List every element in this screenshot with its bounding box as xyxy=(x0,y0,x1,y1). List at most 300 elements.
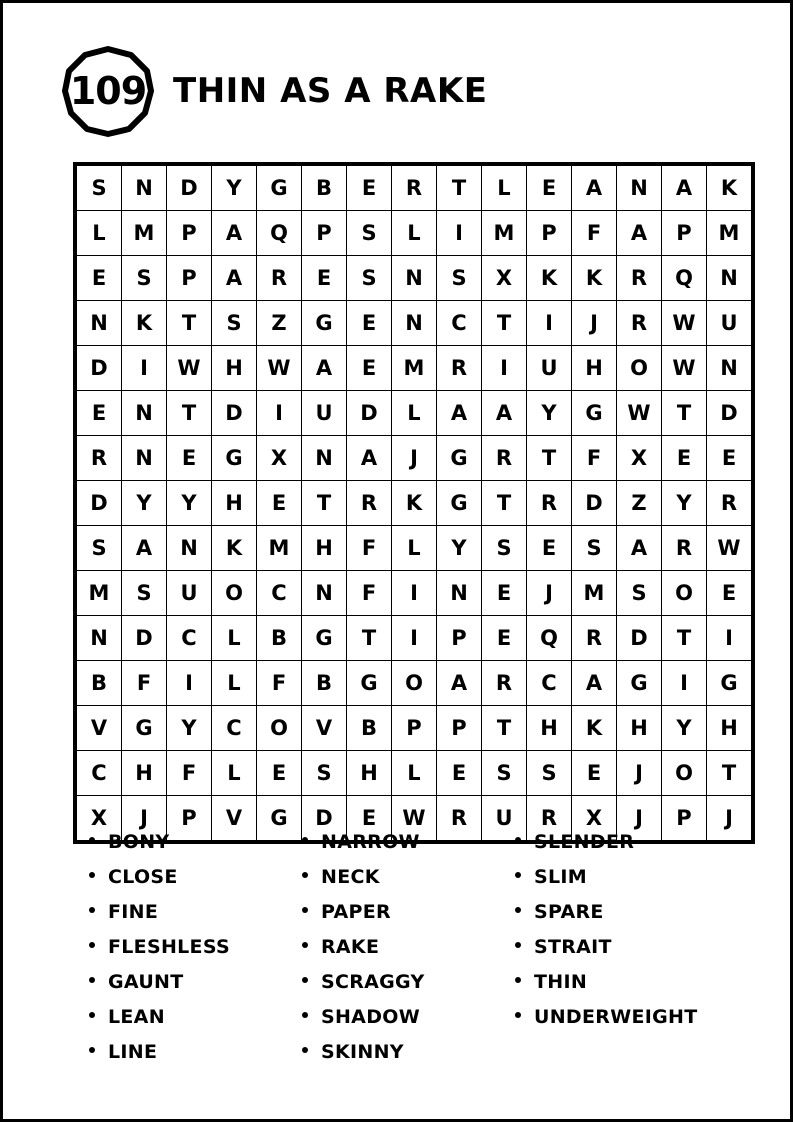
grid-cell[interactable]: Y xyxy=(527,391,572,436)
grid-cell[interactable]: R xyxy=(572,616,617,661)
grid-cell[interactable]: R xyxy=(707,481,752,526)
grid-cell[interactable]: O xyxy=(392,661,437,706)
word-search-grid[interactable] xyxy=(73,162,755,844)
bullet-icon xyxy=(89,942,95,948)
grid-cell[interactable]: N xyxy=(122,391,167,436)
word-label: SKINNY xyxy=(321,1041,404,1063)
grid-cell[interactable]: E xyxy=(77,256,122,301)
grid-cell[interactable]: J xyxy=(572,301,617,346)
grid-cell[interactable]: C xyxy=(167,616,212,661)
grid-cell[interactable]: E xyxy=(662,436,707,481)
grid-cell[interactable]: R xyxy=(617,301,662,346)
word-list-column-1 xyxy=(89,831,302,1076)
grid-cell[interactable]: F xyxy=(347,571,392,616)
grid-cell[interactable]: W xyxy=(707,526,752,571)
grid-cell[interactable]: H xyxy=(122,751,167,796)
grid-cell[interactable]: K xyxy=(527,256,572,301)
grid-row xyxy=(77,166,752,211)
grid-cell[interactable]: W xyxy=(257,346,302,391)
grid-cell[interactable]: H xyxy=(212,346,257,391)
grid-cell[interactable]: T xyxy=(707,751,752,796)
grid-cell[interactable]: E xyxy=(167,436,212,481)
grid-cell[interactable]: O xyxy=(617,346,662,391)
grid-cell[interactable]: N xyxy=(122,166,167,211)
grid-cell[interactable]: S xyxy=(572,526,617,571)
word-list-item[interactable] xyxy=(302,971,515,1006)
grid-cell[interactable]: A xyxy=(662,166,707,211)
word-label: NECK xyxy=(321,866,380,888)
grid-cell[interactable]: A xyxy=(212,256,257,301)
word-list-item[interactable] xyxy=(302,831,515,866)
grid-cell[interactable]: J xyxy=(122,796,167,841)
word-list-item[interactable] xyxy=(515,1006,728,1041)
grid-cell[interactable]: E xyxy=(347,301,392,346)
grid-cell[interactable]: P xyxy=(662,211,707,256)
grid-cell[interactable]: L xyxy=(212,616,257,661)
grid-cell[interactable]: V xyxy=(302,706,347,751)
grid-cell[interactable]: G xyxy=(572,391,617,436)
grid-cell[interactable]: L xyxy=(212,661,257,706)
word-list-item[interactable] xyxy=(89,831,302,866)
word-label: FLESHLESS xyxy=(108,936,230,958)
grid-cell[interactable]: L xyxy=(482,166,527,211)
bullet-icon xyxy=(515,1012,521,1018)
grid-cell[interactable]: T xyxy=(347,616,392,661)
grid-cell[interactable]: J xyxy=(707,796,752,841)
grid-cell[interactable]: W xyxy=(617,391,662,436)
word-label: FINE xyxy=(108,901,159,923)
grid-cell[interactable]: Y xyxy=(662,706,707,751)
grid-cell[interactable]: N xyxy=(77,616,122,661)
grid-cell[interactable]: R xyxy=(617,256,662,301)
grid-cell[interactable]: I xyxy=(437,211,482,256)
bullet-icon xyxy=(515,907,521,913)
word-list-item[interactable] xyxy=(515,866,728,901)
grid-cell[interactable]: K xyxy=(392,481,437,526)
grid-cell[interactable]: I xyxy=(527,301,572,346)
grid-cell[interactable]: E xyxy=(482,571,527,616)
grid-cell[interactable]: D xyxy=(167,166,212,211)
grid-cell[interactable]: D xyxy=(617,616,662,661)
grid-cell[interactable]: H xyxy=(572,346,617,391)
grid-cell[interactable]: I xyxy=(662,661,707,706)
grid-cell[interactable]: N xyxy=(392,256,437,301)
grid-cell[interactable]: K xyxy=(707,166,752,211)
word-list-item[interactable] xyxy=(515,831,728,866)
grid-cell[interactable]: W xyxy=(167,346,212,391)
grid-cell[interactable]: F xyxy=(122,661,167,706)
grid-cell[interactable]: G xyxy=(257,796,302,841)
grid-row xyxy=(77,256,752,301)
grid-cell[interactable]: P xyxy=(527,211,572,256)
grid-cell[interactable]: A xyxy=(347,436,392,481)
grid-cell[interactable]: S xyxy=(302,751,347,796)
grid-row xyxy=(77,751,752,796)
grid-cell[interactable]: I xyxy=(167,661,212,706)
grid-cell[interactable]: E xyxy=(347,166,392,211)
grid-cell[interactable]: H xyxy=(212,481,257,526)
grid-cell[interactable]: N xyxy=(77,301,122,346)
grid-cell[interactable]: L xyxy=(392,526,437,571)
grid-cell[interactable]: E xyxy=(527,526,572,571)
bullet-icon xyxy=(89,907,95,913)
grid-row xyxy=(77,571,752,616)
grid-cell[interactable]: T xyxy=(482,706,527,751)
grid-cell[interactable]: D xyxy=(77,346,122,391)
grid-cell[interactable]: A xyxy=(122,526,167,571)
grid-cell[interactable]: H xyxy=(707,706,752,751)
word-list-column-2 xyxy=(302,831,515,1076)
grid-cell[interactable]: R xyxy=(437,796,482,841)
word-list-item[interactable] xyxy=(89,1006,302,1041)
grid-cell[interactable]: K xyxy=(122,301,167,346)
grid-cell[interactable]: E xyxy=(302,256,347,301)
grid-cell[interactable]: L xyxy=(392,211,437,256)
grid-cell[interactable]: D xyxy=(302,796,347,841)
grid-row xyxy=(77,211,752,256)
grid-cell[interactable]: K xyxy=(212,526,257,571)
grid-cell[interactable]: T xyxy=(167,301,212,346)
grid-row xyxy=(77,526,752,571)
word-label: LEAN xyxy=(108,1006,165,1028)
grid-cell[interactable]: Y xyxy=(167,481,212,526)
word-label: PAPER xyxy=(321,901,391,923)
grid-cell[interactable]: S xyxy=(347,211,392,256)
bullet-icon xyxy=(515,942,521,948)
grid-cell[interactable]: G xyxy=(707,661,752,706)
grid-cell[interactable]: M xyxy=(122,211,167,256)
grid-cell[interactable]: R xyxy=(347,481,392,526)
grid-cell[interactable]: P xyxy=(392,706,437,751)
word-label: SCRAGGY xyxy=(321,971,425,993)
grid-cell[interactable]: F xyxy=(347,526,392,571)
grid-cell[interactable]: H xyxy=(527,706,572,751)
grid-cell[interactable]: W xyxy=(392,796,437,841)
grid-cell[interactable]: H xyxy=(617,706,662,751)
grid-cell[interactable]: G xyxy=(617,661,662,706)
word-label: CLOSE xyxy=(108,866,178,888)
grid-cell[interactable]: N xyxy=(437,571,482,616)
grid-cell[interactable]: M xyxy=(77,571,122,616)
grid-cell[interactable]: I xyxy=(707,616,752,661)
grid-cell[interactable]: M xyxy=(392,346,437,391)
grid-cell[interactable]: J xyxy=(617,796,662,841)
grid-cell[interactable]: F xyxy=(572,436,617,481)
word-label: SLIM xyxy=(534,866,587,888)
grid-cell[interactable]: E xyxy=(257,751,302,796)
grid-cell[interactable]: R xyxy=(77,436,122,481)
grid-cell[interactable]: E xyxy=(77,391,122,436)
grid-cell[interactable]: G xyxy=(347,661,392,706)
grid-cell[interactable]: A xyxy=(482,391,527,436)
grid-cell[interactable]: P xyxy=(437,706,482,751)
bullet-icon xyxy=(302,907,308,913)
grid-cell[interactable]: M xyxy=(482,211,527,256)
puzzle-title: THIN AS A RAKE xyxy=(173,71,488,111)
grid-cell[interactable]: Y xyxy=(167,706,212,751)
grid-cell[interactable]: E xyxy=(572,751,617,796)
grid-cell[interactable]: C xyxy=(437,301,482,346)
grid-cell[interactable]: R xyxy=(257,256,302,301)
bullet-icon xyxy=(302,837,308,843)
grid-cell[interactable]: B xyxy=(77,661,122,706)
word-list-item[interactable] xyxy=(302,1006,515,1041)
grid-cell[interactable]: G xyxy=(302,616,347,661)
grid-cell[interactable]: Z xyxy=(617,481,662,526)
word-label: GAUNT xyxy=(108,971,184,993)
grid-cell[interactable]: D xyxy=(77,481,122,526)
word-label: THIN xyxy=(534,971,588,993)
grid-cell[interactable]: Q xyxy=(257,211,302,256)
grid-cell[interactable]: K xyxy=(572,706,617,751)
grid-cell[interactable]: H xyxy=(347,751,392,796)
grid-cell[interactable]: M xyxy=(707,211,752,256)
grid-cell[interactable]: A xyxy=(437,391,482,436)
word-list-item[interactable] xyxy=(515,971,728,1006)
grid-cell[interactable]: R xyxy=(392,166,437,211)
word-label: LINE xyxy=(108,1041,158,1063)
grid-cell[interactable]: A xyxy=(617,211,662,256)
grid-cell[interactable]: M xyxy=(572,571,617,616)
word-list-item[interactable] xyxy=(89,936,302,971)
grid-cell[interactable]: E xyxy=(707,436,752,481)
grid-cell[interactable]: O xyxy=(662,571,707,616)
grid-cell[interactable]: Q xyxy=(527,616,572,661)
word-list-column-3 xyxy=(515,831,728,1076)
grid-cell[interactable]: Q xyxy=(662,256,707,301)
grid-row xyxy=(77,346,752,391)
grid-cell[interactable]: N xyxy=(167,526,212,571)
grid-cell[interactable]: A xyxy=(617,526,662,571)
bullet-icon xyxy=(302,942,308,948)
grid-cell[interactable]: X xyxy=(572,796,617,841)
grid-cell[interactable]: R xyxy=(482,436,527,481)
bullet-icon xyxy=(89,977,95,983)
grid-cell[interactable]: E xyxy=(527,166,572,211)
bullet-icon xyxy=(515,837,521,843)
grid-cell[interactable]: N xyxy=(302,436,347,481)
grid-cell[interactable]: B xyxy=(302,661,347,706)
grid-cell[interactable]: G xyxy=(122,706,167,751)
word-label: RAKE xyxy=(321,936,380,958)
word-list-item[interactable] xyxy=(89,971,302,1006)
puzzle-number-badge xyxy=(61,45,155,137)
grid-cell[interactable]: B xyxy=(302,166,347,211)
grid-cell[interactable]: B xyxy=(257,616,302,661)
grid-cell[interactable]: S xyxy=(482,751,527,796)
grid-cell[interactable]: O xyxy=(662,751,707,796)
grid-cell[interactable]: S xyxy=(617,571,662,616)
grid-cell[interactable]: N xyxy=(122,436,167,481)
word-list-item[interactable] xyxy=(302,901,515,936)
grid-cell[interactable]: S xyxy=(77,526,122,571)
word-list-item[interactable] xyxy=(302,936,515,971)
grid-cell[interactable]: K xyxy=(572,256,617,301)
grid-cell[interactable]: R xyxy=(527,796,572,841)
grid-cell[interactable]: J xyxy=(392,436,437,481)
grid-cell[interactable]: T xyxy=(167,391,212,436)
grid-cell[interactable]: T xyxy=(662,391,707,436)
letter-grid-body xyxy=(77,166,752,841)
grid-cell[interactable]: Y xyxy=(662,481,707,526)
grid-cell[interactable]: A xyxy=(302,346,347,391)
grid-cell[interactable]: E xyxy=(347,796,392,841)
grid-row xyxy=(77,706,752,751)
grid-cell[interactable]: Z xyxy=(257,301,302,346)
grid-cell[interactable]: N xyxy=(707,256,752,301)
grid-cell[interactable]: O xyxy=(212,571,257,616)
word-list-item[interactable] xyxy=(302,866,515,901)
grid-cell[interactable]: U xyxy=(167,571,212,616)
grid-cell[interactable]: S xyxy=(347,256,392,301)
grid-cell[interactable]: F xyxy=(257,661,302,706)
grid-cell[interactable]: X xyxy=(257,436,302,481)
grid-cell[interactable]: R xyxy=(527,481,572,526)
grid-cell[interactable]: T xyxy=(302,481,347,526)
grid-cell[interactable]: P xyxy=(167,796,212,841)
bullet-icon xyxy=(302,977,308,983)
grid-cell[interactable]: D xyxy=(212,391,257,436)
word-list-item[interactable] xyxy=(302,1041,515,1076)
word-label: UNDERWEIGHT xyxy=(534,1006,698,1028)
grid-row xyxy=(77,391,752,436)
grid-cell[interactable]: I xyxy=(257,391,302,436)
grid-cell[interactable]: J xyxy=(527,571,572,616)
grid-cell[interactable]: E xyxy=(707,571,752,616)
grid-cell[interactable]: S xyxy=(122,256,167,301)
grid-cell[interactable]: D xyxy=(122,616,167,661)
grid-cell[interactable]: H xyxy=(302,526,347,571)
grid-cell[interactable]: W xyxy=(662,301,707,346)
grid-cell[interactable]: L xyxy=(212,751,257,796)
grid-cell[interactable]: E xyxy=(347,346,392,391)
grid-cell[interactable]: O xyxy=(257,706,302,751)
grid-cell[interactable]: T xyxy=(437,166,482,211)
grid-cell[interactable]: X xyxy=(77,796,122,841)
word-list-item[interactable] xyxy=(89,1041,302,1076)
grid-cell[interactable]: T xyxy=(662,616,707,661)
grid-cell[interactable]: W xyxy=(662,346,707,391)
grid-cell[interactable]: M xyxy=(257,526,302,571)
grid-cell[interactable]: T xyxy=(482,301,527,346)
puzzle-number: 109 xyxy=(69,69,147,113)
word-label: SHADOW xyxy=(321,1006,420,1028)
word-list-item[interactable] xyxy=(89,901,302,936)
grid-cell[interactable]: E xyxy=(437,751,482,796)
grid-cell[interactable]: L xyxy=(392,391,437,436)
word-list-item[interactable] xyxy=(515,936,728,971)
grid-row xyxy=(77,481,752,526)
grid-cell[interactable]: R xyxy=(482,661,527,706)
grid-cell[interactable]: I xyxy=(392,571,437,616)
grid-cell[interactable]: N xyxy=(392,301,437,346)
bullet-icon xyxy=(302,1047,308,1053)
grid-cell[interactable]: A xyxy=(212,211,257,256)
grid-cell[interactable]: G xyxy=(437,481,482,526)
grid-cell[interactable]: P xyxy=(302,211,347,256)
grid-cell[interactable]: X xyxy=(482,256,527,301)
grid-cell[interactable]: S xyxy=(482,526,527,571)
grid-cell[interactable]: I xyxy=(122,346,167,391)
grid-cell[interactable]: Y xyxy=(212,166,257,211)
bullet-icon xyxy=(515,872,521,878)
grid-cell[interactable]: E xyxy=(257,481,302,526)
puzzle-header xyxy=(61,45,487,137)
grid-cell[interactable]: E xyxy=(482,616,527,661)
grid-cell[interactable]: G xyxy=(437,436,482,481)
bullet-icon xyxy=(302,1012,308,1018)
grid-cell[interactable]: U xyxy=(482,796,527,841)
grid-cell[interactable]: I xyxy=(482,346,527,391)
grid-cell[interactable]: F xyxy=(167,751,212,796)
grid-cell[interactable]: D xyxy=(707,391,752,436)
grid-cell[interactable]: U xyxy=(707,301,752,346)
grid-cell[interactable]: V xyxy=(212,796,257,841)
grid-cell[interactable]: R xyxy=(662,526,707,571)
grid-cell[interactable]: T xyxy=(482,481,527,526)
grid-cell[interactable]: T xyxy=(527,436,572,481)
grid-cell[interactable]: A xyxy=(572,166,617,211)
word-list-item[interactable] xyxy=(515,901,728,936)
grid-cell[interactable]: P xyxy=(437,616,482,661)
bullet-icon xyxy=(302,872,308,878)
grid-cell[interactable]: S xyxy=(437,256,482,301)
grid-cell[interactable]: P xyxy=(167,256,212,301)
grid-cell[interactable]: U xyxy=(302,391,347,436)
grid-cell[interactable]: X xyxy=(617,436,662,481)
grid-cell[interactable]: I xyxy=(392,616,437,661)
word-label: BONY xyxy=(108,831,170,853)
grid-cell[interactable]: N xyxy=(302,571,347,616)
grid-cell[interactable]: N xyxy=(707,346,752,391)
grid-cell[interactable]: S xyxy=(527,751,572,796)
word-label: SLENDER xyxy=(534,831,635,853)
grid-cell[interactable]: Y xyxy=(122,481,167,526)
grid-cell[interactable]: G xyxy=(212,436,257,481)
grid-cell[interactable]: C xyxy=(212,706,257,751)
bullet-icon xyxy=(89,872,95,878)
grid-cell[interactable]: D xyxy=(572,481,617,526)
grid-cell[interactable]: G xyxy=(257,166,302,211)
grid-cell[interactable]: V xyxy=(77,706,122,751)
grid-cell[interactable]: N xyxy=(617,166,662,211)
bullet-icon xyxy=(89,1012,95,1018)
grid-cell[interactable]: D xyxy=(347,391,392,436)
grid-cell[interactable]: P xyxy=(662,796,707,841)
grid-cell[interactable]: F xyxy=(572,211,617,256)
grid-cell[interactable]: C xyxy=(527,661,572,706)
grid-cell[interactable]: S xyxy=(122,571,167,616)
grid-cell[interactable]: C xyxy=(257,571,302,616)
bullet-icon xyxy=(89,837,95,843)
grid-cell[interactable]: Y xyxy=(437,526,482,571)
grid-cell[interactable]: J xyxy=(617,751,662,796)
grid-cell[interactable]: L xyxy=(77,211,122,256)
grid-cell[interactable]: S xyxy=(212,301,257,346)
grid-cell[interactable]: B xyxy=(347,706,392,751)
grid-cell[interactable]: A xyxy=(572,661,617,706)
grid-cell[interactable]: S xyxy=(77,166,122,211)
word-list-item[interactable] xyxy=(89,866,302,901)
grid-cell[interactable]: A xyxy=(437,661,482,706)
letter-grid-table xyxy=(76,165,752,841)
grid-cell[interactable]: G xyxy=(302,301,347,346)
grid-cell[interactable]: U xyxy=(527,346,572,391)
grid-cell[interactable]: R xyxy=(437,346,482,391)
grid-cell[interactable]: C xyxy=(77,751,122,796)
grid-cell[interactable]: P xyxy=(167,211,212,256)
grid-cell[interactable]: L xyxy=(392,751,437,796)
